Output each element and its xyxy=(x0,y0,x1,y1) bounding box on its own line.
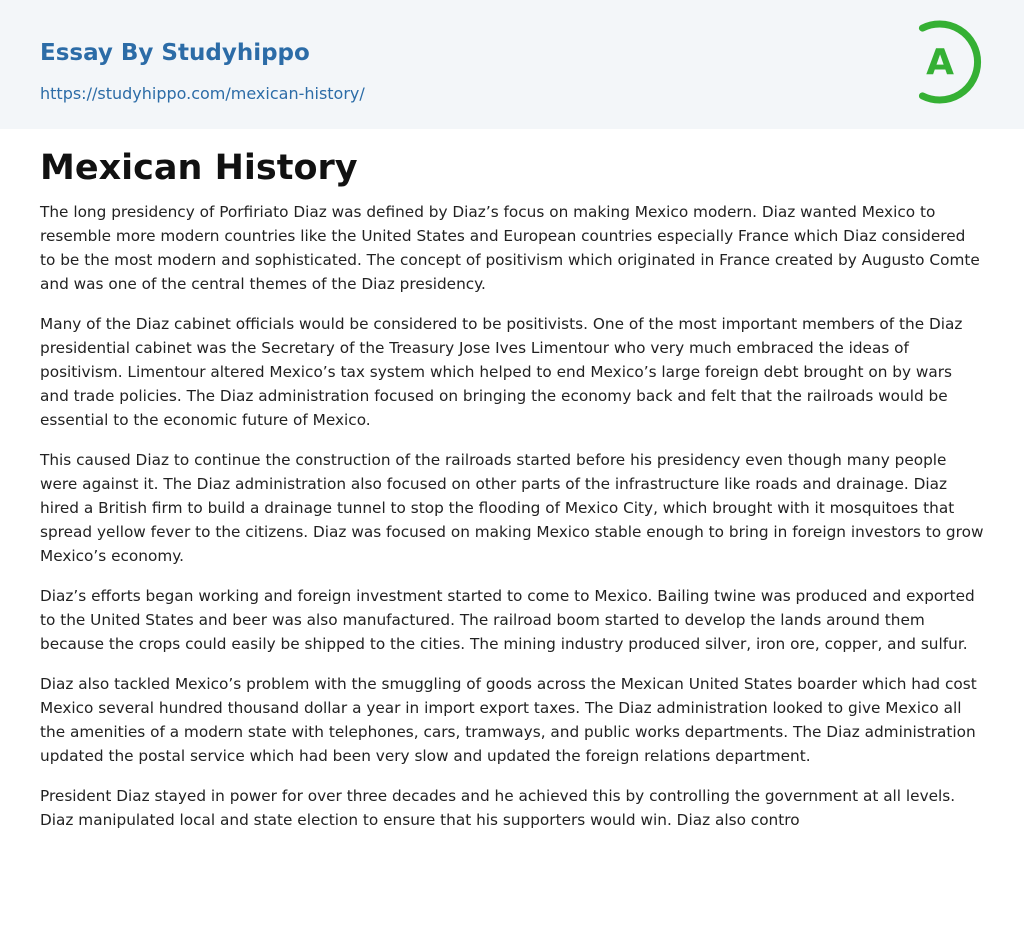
logo-icon xyxy=(912,18,988,106)
essay-paragraph: The long presidency of Porfiriato Diaz was defined by Diaz’s focus on making Mexico modern. Diaz wanted Mexico to resemble more modern countries like the United States and European countries especially France which Diaz considered to be the most modern and sophisticated. The concept of positivism which originated in France created by Augusto Comte and was one of the central themes of the Diaz presidency. xyxy=(40,203,980,293)
essay-paragraph: Many of the Diaz cabinet officials would be considered to be positivists. One of the most important members of the Diaz presidential cabinet was the Secretary of the Treasury Jose Ives Limentour who very much embraced the ideas of positivism. Limentour altered Mexico’s tax system which helped to end Mexico’s large foreign debt brought on by wars and trade policies. The Diaz administration focused on bringing the economy back and felt that the railroads would be essential to the economic future of Mexico. xyxy=(40,315,963,429)
essay-body xyxy=(40,200,984,832)
essay-paragraph: Diaz’s efforts began working and foreign investment started to come to Mexico. Bailing twine was produced and exported to the United States and beer was also manufactured. The railroad boom started to develop the lands around them because the crops could easily be shipped to the cities. The mining industry produced silver, iron ore, copper, and sulfur. xyxy=(40,587,975,653)
site-title[interactable]: Essay By Studyhippo xyxy=(40,40,310,66)
essay-content xyxy=(40,144,984,848)
site-header xyxy=(0,0,1024,129)
page-title: Mexican History xyxy=(40,148,358,188)
essay-paragraph: President Diaz stayed in power for over three decades and he achieved this by controlling the government at all levels. Diaz manipulated local and state election to ensure that his supporters would win. Diaz also contro xyxy=(40,787,956,829)
logo-letter: A xyxy=(926,42,954,83)
essay-paragraph: Diaz also tackled Mexico’s problem with the smuggling of goods across the Mexican United States boarder which had cost Mexico several hundred thousand dollar a year in import export taxes. The Diaz administration looked to give Mexico all the amenities of a modern state with telephones, cars, tramways, and public works departments. The Diaz administration updated the postal service which had been very slow and updated the foreign relations department. xyxy=(40,675,977,765)
studyhippo-logo[interactable] xyxy=(912,18,988,106)
essay-url-link[interactable]: https://studyhippo.com/mexican-history/ xyxy=(40,84,365,103)
essay-paragraph: This caused Diaz to continue the construction of the railroads started before his presidency even though many people were against it. The Diaz administration also focused on other parts of the infrastructure like roads and drainage. Diaz hired a British firm to build a drainage tunnel to stop the flooding of Mexico City, which brought with it mosquitoes that spread yellow fever to the citizens. Diaz was focused on making Mexico stable enough to bring in foreign investors to grow Mexico’s economy. xyxy=(40,451,984,565)
